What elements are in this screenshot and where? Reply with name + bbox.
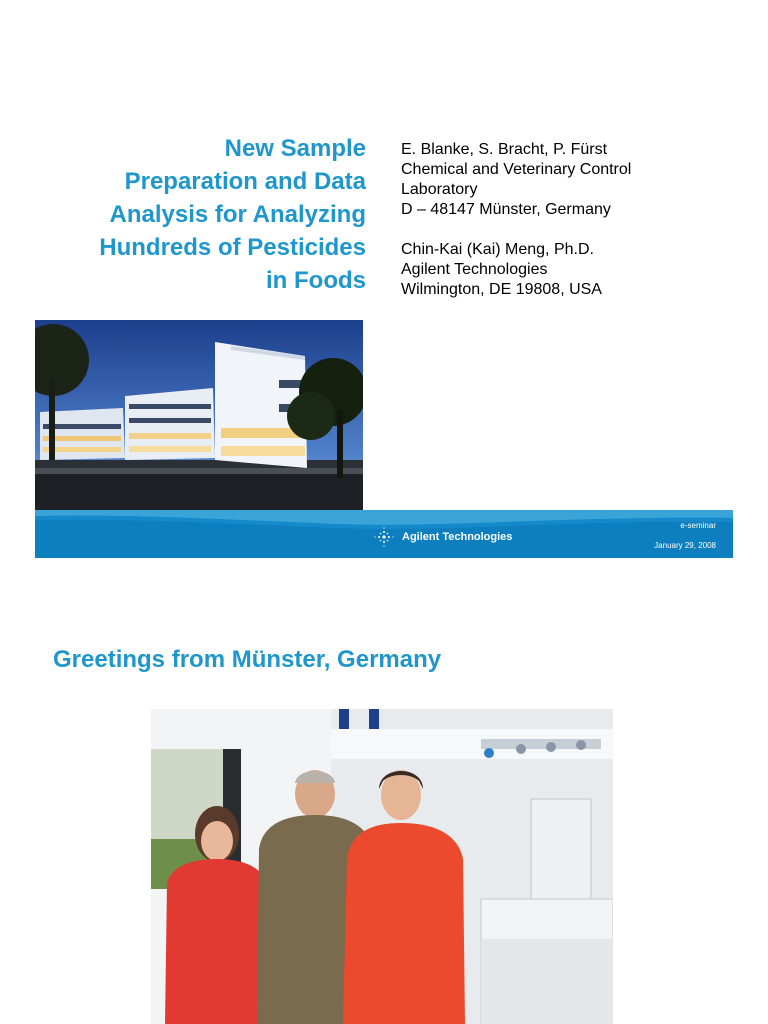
slide-title: [40, 132, 366, 297]
presenter-line: Wilmington, DE 19808, USA: [401, 281, 602, 298]
event-label: e-seminar: [680, 521, 716, 530]
title-line: Preparation and Data: [124, 168, 366, 195]
author-line: D – 48147 Münster, Germany: [401, 201, 611, 218]
event-date: January 29, 2008: [654, 541, 716, 550]
team-lab-photo: [151, 709, 613, 1024]
title-line: Analysis for Analyzing: [109, 201, 366, 228]
presenter-line: Agilent Technologies: [401, 261, 548, 278]
spacer: [401, 220, 731, 240]
presenter-line: Chin-Kai (Kai) Meng, Ph.D.: [401, 241, 594, 258]
title-line: in Foods: [266, 267, 366, 294]
title-line: New Sample: [224, 135, 366, 162]
author-line: Chemical and Veterinary Control: [401, 161, 632, 178]
spark-icon: [372, 526, 396, 548]
slide2-heading: Greetings from Münster, Germany: [53, 646, 442, 673]
agilent-logo: [372, 526, 512, 548]
brand-name: Agilent Technologies: [402, 531, 513, 543]
author-line: E. Blanke, S. Bracht, P. Fürst: [401, 141, 608, 158]
author-line: Laboratory: [401, 181, 478, 198]
building-photo: [35, 320, 363, 510]
author-block: [401, 140, 731, 300]
title-line: Hundreds of Pesticides: [99, 234, 366, 261]
